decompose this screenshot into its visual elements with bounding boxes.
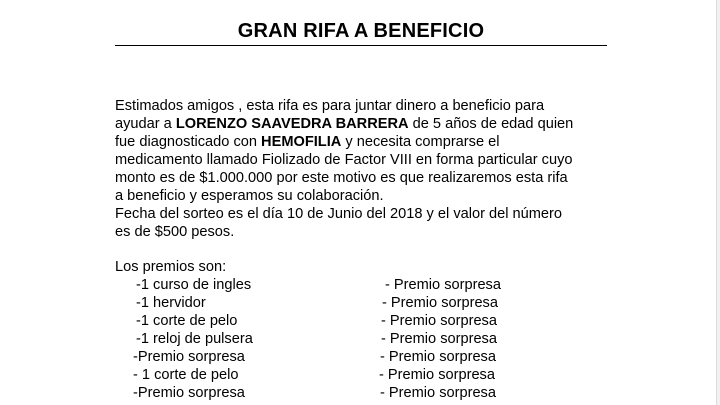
paragraph-line-4: medicamento llamado Fiolizado de Factor VIII en forma particular cuyo [115,152,573,168]
paragraph-line-3 [115,133,610,151]
paragraph-line-1: Estimados amigos , esta rifa es para juntar dinero a beneficio para [115,98,545,114]
document-title: GRAN RIFA A BENEFICIO [237,20,485,42]
prize-left-1: -1 curso de ingles [136,277,252,293]
prize-right-5: - Premio sorpresa [380,349,496,365]
prize-right-3: - Premio sorpresa [381,313,497,329]
prize-left-4: -1 reloj de pulsera [136,331,253,347]
paragraph-line-2 [115,115,610,133]
prize-left-5: -Premio sorpresa [133,349,245,365]
paragraph-text: fue diagnosticado con [115,134,262,150]
prize-right-2: - Premio sorpresa [382,295,498,311]
diagnosis: HEMOFILIA [261,134,342,150]
paragraph-line-6: a beneficio y esperamos su colaboración. [115,188,384,204]
prize-left-6: - 1 corte de pelo [133,367,239,383]
paragraph-line-8: es de $500 pesos. [115,224,235,240]
prize-right-4: - Premio sorpresa [381,331,497,347]
paragraph-text: y necesita comprarse el [341,134,500,150]
prize-left-2: -1 hervidor [136,295,206,311]
page-edge [716,0,720,405]
paragraph-line-5: monto es de $1.000.000 por este motivo es que realizaremos esta rifa [115,170,568,186]
paragraph-line-7: Fecha del sorteo es el día 10 de Junio del 2018 y el valor del número [115,206,563,222]
prize-right-6: - Premio sorpresa [379,367,495,383]
intro-paragraph [115,97,610,241]
paragraph-text: ayudar a [115,116,176,132]
prize-left-3: -1 corte de pelo [136,313,238,329]
prize-left-7: -Premio sorpresa [133,385,245,401]
title-underline [115,45,607,46]
prize-right-7: - Premio sorpresa [380,385,496,401]
prizes-label: Los premios son: [115,259,227,275]
paragraph-text: de 5 años de edad quien [408,116,574,132]
prize-right-1: - Premio sorpresa [385,277,501,293]
child-name: LORENZO SAAVEDRA BARRERA [175,116,409,132]
